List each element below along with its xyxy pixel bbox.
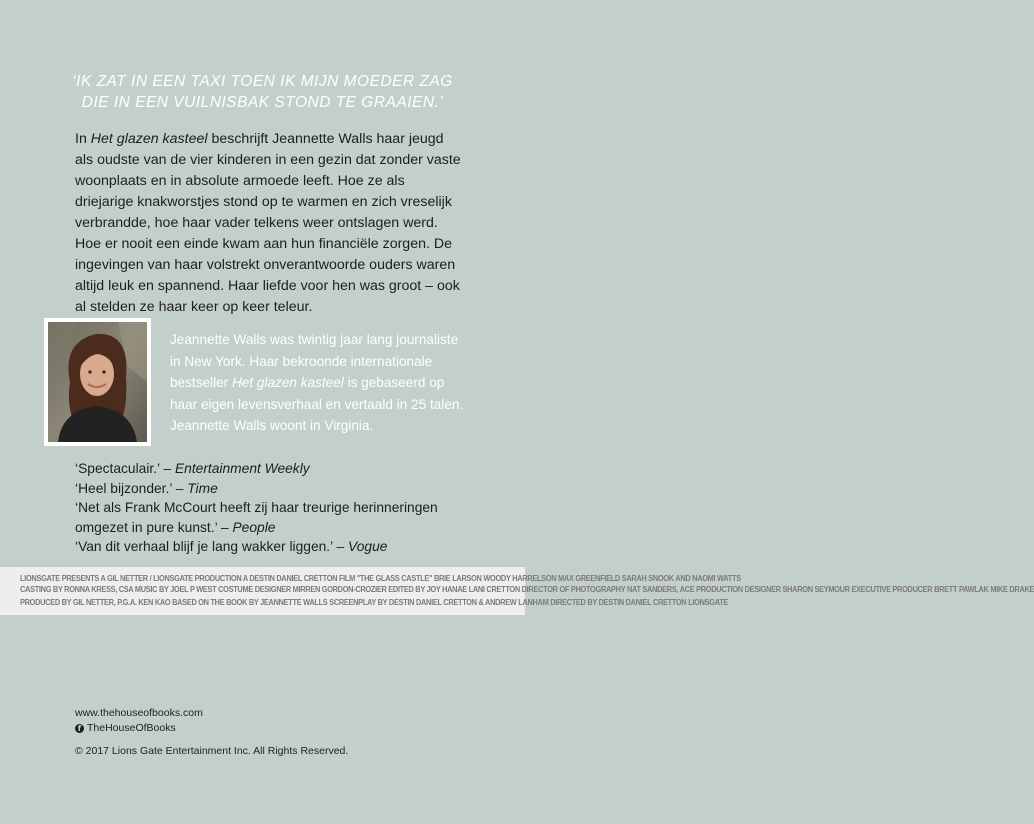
author-photo-image xyxy=(48,322,147,442)
author-bio xyxy=(170,329,468,437)
facebook-handle: TheHouseOfBooks xyxy=(87,722,176,734)
review-quote: ‘Net als Frank McCourt heeft zij haar treurige herinneringen omgezet in pure kunst.’ – xyxy=(75,500,438,535)
review-quote: ‘Van dit verhaal blijf je lang wakker liggen.’ – xyxy=(75,539,349,554)
review-source: Vogue xyxy=(348,539,388,554)
review-quote: ‘Heel bijzonder.’ – xyxy=(75,480,188,496)
review-item xyxy=(75,498,475,537)
review-item xyxy=(75,479,475,499)
review-source: Entertainment Weekly xyxy=(174,461,310,476)
author-photo xyxy=(44,318,151,446)
facebook-icon: f xyxy=(75,724,84,733)
cover-quote-line-1: ‘IK ZAT IN EEN TAXI TOEN IK MIJN MOEDER ZAG xyxy=(72,73,453,90)
film-billing-block xyxy=(0,567,1034,615)
review-source: People xyxy=(232,519,276,535)
bio-text-start: Jeannette Walls was twintig jaar lang journaliste in New York. Haar bekroonde internationale bestseller xyxy=(170,332,459,390)
billing-row-3: PRODUCED BY GIL NETTER, P.G.A. KEN KAO BASED ON THE BOOK BY JEANNETTE WALLS SCREENPLAY BY DESTIN DANIEL CRETTON & ANDREW LANHAM DIRECTED BY DESTIN DANIEL CRETTON LIONSGATE xyxy=(20,597,729,607)
billing-row-2: CASTING BY RONNA KRESS, CSA MUSIC BY JOEL P WEST COSTUME DESIGNER MIRREN GORDON-CROZIER EDITED BY JOY HANAE LANI CRETTON DIRECTOR OF PHOTOGRAPHY NAT SANDERS, ACE PRODUCTION DESIGNER SHARON SEYMOUR EXECUTIVE PRODUCER BRETT PAWLAK MIKE DRAKE xyxy=(20,584,1034,594)
blurb-text-rest: beschrijft Jeannette Walls haar jeugd als oudste van de vier kinderen in een gezin dat zonder vaste woonplaats en in absolute armoede leeft. Hoe ze als driejarige knakworstjes stond op te warmen en zich vreselijk verbrandde, hoe haar vader telkens weer ontslagen werd. Hoe er nooit een einde kwam aan hun financiële zorgen. De ingevingen van haar volstrekt onverantwoorde ouders waren altijd leuk en spannend. Haar liefde voor hen was groot – ook al stelden ze haar keer op keer teleur. xyxy=(75,131,461,315)
facebook-link[interactable] xyxy=(75,721,348,736)
bio-text-rest: is gebaseerd op haar eigen levensverhaal en vertaald in 25 talen. Jeannette Walls woont in Virginia. xyxy=(170,375,464,433)
copyright-notice: © 2017 Lions Gate Entertainment Inc. All Rights Reserved. xyxy=(75,745,349,757)
blurb-book-title: Het glazen kasteel xyxy=(90,131,208,147)
bio-book-title: Het glazen kasteel xyxy=(231,375,344,390)
cover-quote-line-2: DIE IN EEN VUILNISBAK STOND TE GRAAIEN.’ xyxy=(81,94,444,111)
review-quotes xyxy=(75,459,475,557)
review-item xyxy=(75,537,475,557)
review-quote: ‘Spectaculair.’ – xyxy=(75,461,175,476)
review-item xyxy=(75,459,475,479)
review-source: Time xyxy=(187,480,218,496)
book-blurb xyxy=(75,129,465,318)
publisher-footer xyxy=(75,706,348,759)
billing-row-1: LIONSGATE PRESENTS A GIL NETTER / LIONSGATE PRODUCTION A DESTIN DANIEL CRETTON FILM "THE GLASS CASTLE" BRIE LARSON WOODY HARRELSON MAX GREENFIELD SARAH SNOOK AND NAOMI WATTS xyxy=(20,573,741,583)
cover-quote xyxy=(40,71,485,113)
blurb-text-start: In xyxy=(75,131,91,147)
website-link[interactable]: www.thehouseofbooks.com xyxy=(75,707,203,719)
